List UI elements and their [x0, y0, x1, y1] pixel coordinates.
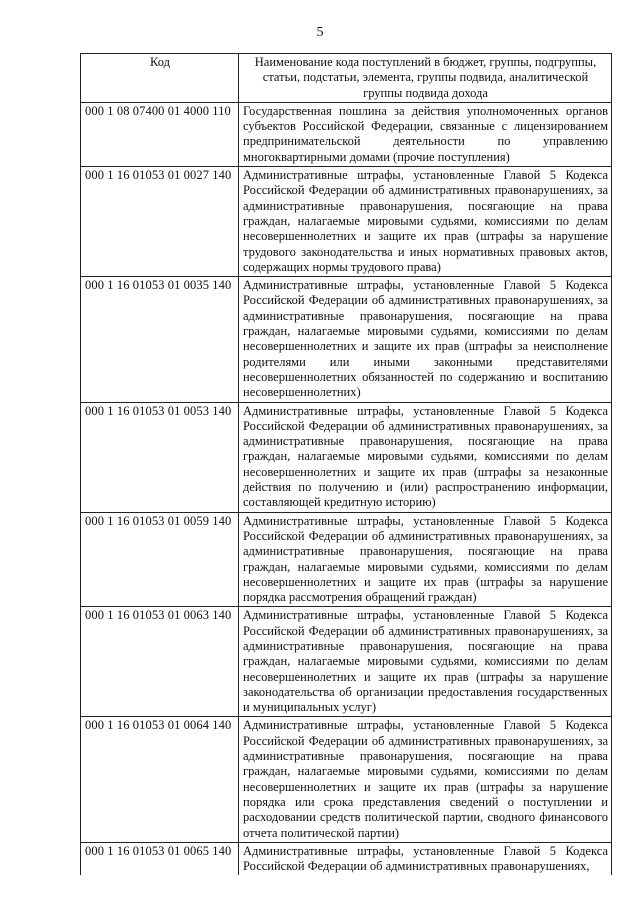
table-row	[81, 102, 612, 166]
revenue-codes-table	[80, 53, 612, 875]
row-name: Административные штрафы, установленные Главой 5 Кодекса Российской Федерации об административных правонарушениях, за административные правонарушения, посягающие на права граждан, налагаемые мировыми судьями, комиссиями по делам несовершеннолетних и защите их прав (штрафы за нарушение трудового законодательства и иных нормативных правовых актов, содержащих нормы трудового права)	[239, 167, 612, 277]
header-code: Код	[81, 54, 239, 103]
table-row	[81, 167, 612, 277]
table-row	[81, 607, 612, 717]
row-code: 000 1 16 01053 01 0063 140	[81, 607, 239, 717]
page-number: 5	[316, 25, 324, 40]
header-name: Наименование кода поступлений в бюджет, группы, подгруппы, статьи, подстатьи, элемента, группы подвида, аналитической группы подвида дохода	[239, 54, 612, 103]
row-code: 000 1 16 01053 01 0053 140	[81, 402, 239, 512]
table-row	[81, 402, 612, 512]
row-name: Административные штрафы, установленные Главой 5 Кодекса Российской Федерации об административных правонарушениях, за административные правонарушения, посягающие на права граждан, налагаемые мировыми судьями, комиссиями по делам несовершеннолетних и защите их прав (штрафы за нарушение порядка или срока представления сведений о поступлении и расходовании средств политической партии, сводного финансового отчета политической партии)	[239, 717, 612, 842]
row-code: 000 1 16 01053 01 0065 140	[81, 842, 239, 875]
table-row	[81, 512, 612, 607]
table-row	[81, 842, 612, 875]
table-row	[81, 717, 612, 842]
row-name: Административные штрафы, установленные Главой 5 Кодекса Российской Федерации об административных правонарушениях, за административные правонарушения, посягающие на права граждан, налагаемые мировыми судьями, комиссиями по делам несовершеннолетних и защите их прав (штрафы за нарушение законодательства об организации предоставления государственных и муниципальных услуг)	[239, 607, 612, 717]
table-row	[81, 277, 612, 402]
row-code: 000 1 16 01053 01 0064 140	[81, 717, 239, 842]
table-header-row	[81, 54, 612, 103]
row-code: 000 1 16 01053 01 0027 140	[81, 167, 239, 277]
row-code: 000 1 16 01053 01 0035 140	[81, 277, 239, 402]
row-name: Государственная пошлина за действия уполномоченных органов субъектов Российской Федерации, связанные с лицензированием предпринимательской деятельности по управлению многоквартирными домами (прочие поступления)	[239, 102, 612, 166]
row-name: Административные штрафы, установленные Главой 5 Кодекса Российской Федерации об административных правонарушениях,	[239, 842, 612, 875]
row-name: Административные штрафы, установленные Главой 5 Кодекса Российской Федерации об административных правонарушениях, за административные правонарушения, посягающие на права граждан, налагаемые мировыми судьями, комиссиями по делам несовершеннолетних и защите их прав (штрафы за незаконные действия по получению и (или) распространению информации, составляющей кредитную историю)	[239, 402, 612, 512]
row-code: 000 1 08 07400 01 4000 110	[81, 102, 239, 166]
row-name: Административные штрафы, установленные Главой 5 Кодекса Российской Федерации об административных правонарушениях, за административные правонарушения, посягающие на права граждан, налагаемые мировыми судьями, комиссиями по делам несовершеннолетних и защите их прав (штрафы за неисполнение родителями или иными законными представителями несовершеннолетних обязанностей по содержанию и воспитанию несовершеннолетних)	[239, 277, 612, 402]
row-code: 000 1 16 01053 01 0059 140	[81, 512, 239, 607]
row-name: Административные штрафы, установленные Главой 5 Кодекса Российской Федерации об административных правонарушениях, за административные правонарушения, посягающие на права граждан, налагаемые мировыми судьями, комиссиями по делам несовершеннолетних и защите их прав (штрафы за нарушение порядка рассмотрения обращений граждан)	[239, 512, 612, 607]
